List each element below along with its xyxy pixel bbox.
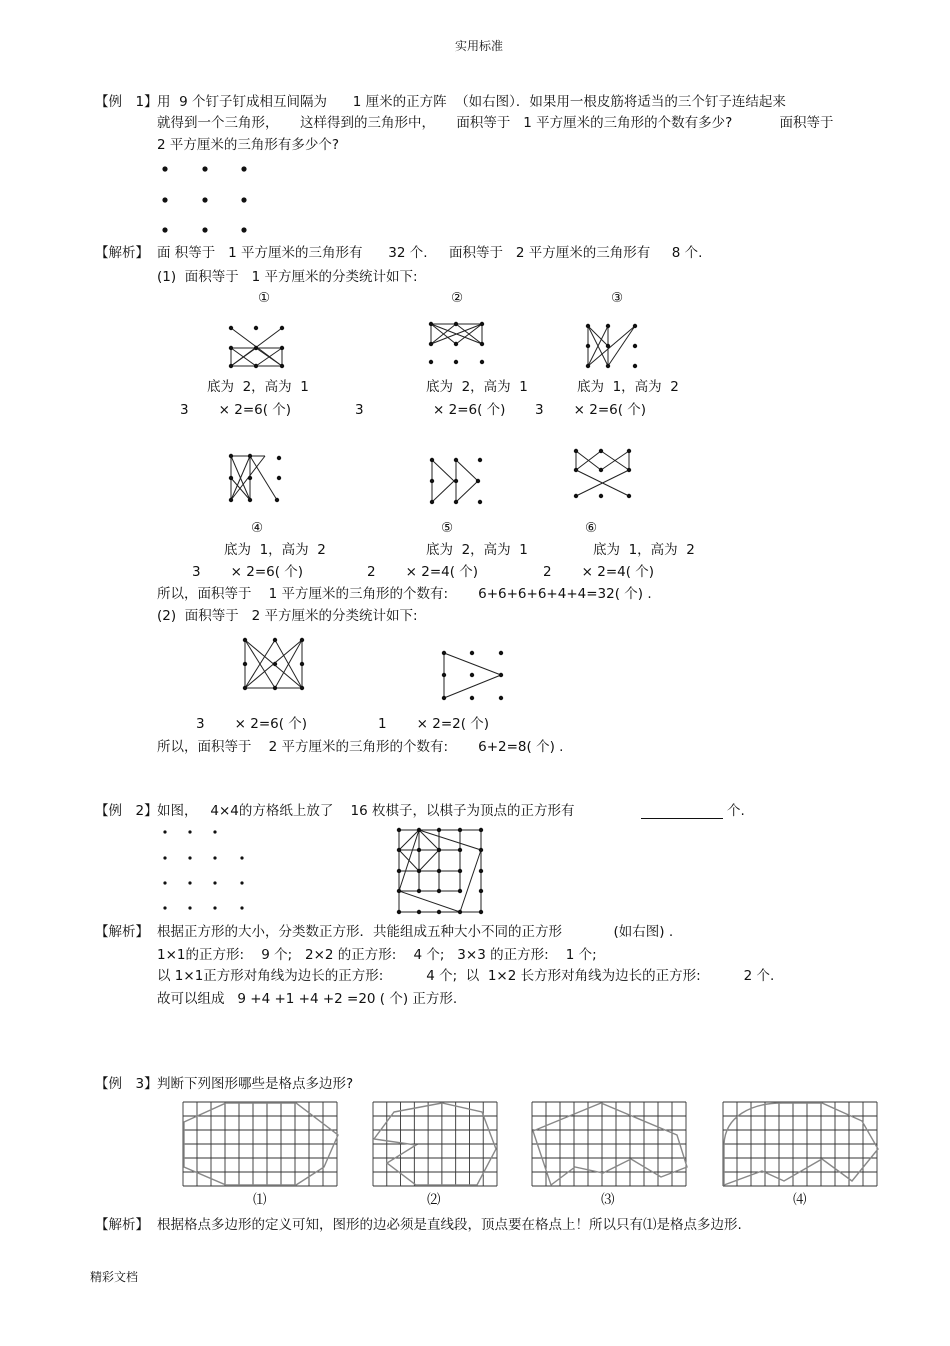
category-3-count: 3 × 2=6( 个): [535, 402, 647, 418]
polygon-grid-1: [182, 1101, 338, 1187]
category-2-count-factor: 3: [355, 402, 364, 418]
example-2-answer-line-2: 1×1的正方形: 9 个; 2×2 的正方形: 4 个; 3×3 的正方形: 1 个;: [157, 947, 597, 963]
example-1-question-line-3: 2 平方厘米的三角形有多少个?: [157, 137, 340, 153]
area-2-count-2: 1 × 2=2( 个): [378, 716, 490, 732]
example-2-answer-line-3: 以 1×1正方形对角线为边长的正方形: 4 个; 以 1×2 长方形对角线为边长的正方形: 2 个.: [157, 968, 775, 984]
example-3-question: 判断下列图形哪些是格点多边形?: [157, 1076, 354, 1092]
example-2-answer-tag: 【解析】: [95, 924, 149, 940]
example-1-answer-line-2: (1) 面积等于 1 平方厘米的分类统计如下:: [157, 269, 418, 285]
page-header: 实用标准: [455, 39, 504, 53]
triangle-figure-4: [225, 450, 287, 506]
area-1-total: 所以，面积等于 1 平方厘米的三角形的个数有: 6+6+6+6+4+4=32( 个) .: [157, 586, 652, 602]
example-1-question-line-2: 就得到一个三角形， 这样得到的三角形中， 面积等于 1 平方厘米的三角形的个数有多少? 面积等于: [157, 115, 834, 131]
example-2-tag: 【例 2】: [95, 803, 158, 819]
example-1-answer-tag: 【解析】: [95, 245, 149, 261]
example-2-question-end: 个.: [727, 803, 745, 819]
category-1-count: 3 × 2=6( 个): [180, 402, 292, 418]
category-4-count: 3 × 2=6( 个): [192, 564, 304, 580]
page-footer: 精彩文档: [90, 1270, 139, 1284]
nail-grid-figure: [158, 163, 248, 235]
pieces-grid-figure: [160, 828, 250, 910]
triangle-figure-3: [583, 320, 643, 372]
example-1-question-line-1: 用 9 个钉子钉成相互间隔为 1 厘米的正方阵 （如右图）．如果用一根皮筋将适当的三个钉子连结起来: [157, 94, 786, 110]
category-label-1: ①: [258, 290, 271, 306]
example-3-answer: 根据格点多边形的定义可知，图形的边必须是直线段，顶点要在格点上！所以只有⑴是格点多边形.: [157, 1217, 742, 1233]
category-2-desc: 底为 2，高为 1: [426, 379, 528, 395]
area-2-figure-1: [240, 636, 306, 692]
category-5-count: 2 × 2=4( 个): [367, 564, 479, 580]
category-6-desc: 底为 1，高为 2: [593, 542, 695, 558]
category-2-count: × 2=6( 个): [433, 402, 506, 418]
example-3-answer-tag: 【解析】: [95, 1217, 149, 1233]
area-2-total: 所以，面积等于 2 平方厘米的三角形的个数有: 6+2=8( 个) .: [157, 739, 564, 755]
polygon-grid-3: [531, 1101, 687, 1187]
category-label-4: ④: [251, 520, 264, 536]
category-6-count: 2 × 2=4( 个): [543, 564, 655, 580]
area-2-figure-2: [439, 648, 507, 704]
example-2-answer-line-1: 根据正方形的大小，分类数正方形．共能组成五种大小不同的正方形 (如右图) .: [157, 924, 674, 940]
category-4-desc: 底为 1，高为 2: [224, 542, 326, 558]
example-1-answer-line-1: 面 积等于 1 平方厘米的三角形有 32 个. 面积等于 2 平方厘米的三角形有 8 个.: [157, 245, 703, 261]
example-2-question: 如图， 4×4的方格纸上放了 16 枚棋子，以棋子为顶点的正方形有: [157, 803, 575, 819]
polygon-grid-2: [372, 1101, 498, 1187]
triangle-figure-6: [571, 444, 635, 502]
answer-blank[interactable]: [641, 818, 723, 819]
polygon-grid-4: [722, 1101, 878, 1187]
category-3-desc: 底为 1，高为 2: [577, 379, 679, 395]
triangle-figure-2: [426, 318, 488, 368]
example-2-answer-line-4: 故可以组成 9 +4 +1 +4 +2 =20 ( 个) 正方形.: [157, 991, 458, 1007]
category-5-desc: 底为 2，高为 1: [426, 542, 528, 558]
category-label-2: ②: [451, 290, 464, 306]
grid-label-1: ⑴: [253, 1192, 267, 1208]
example-1-tag: 【例 1】: [95, 94, 158, 110]
category-label-3: ③: [611, 290, 624, 306]
triangle-figure-1: [226, 322, 288, 370]
category-1-desc: 底为 2，高为 1: [207, 379, 309, 395]
category-label-5: ⑤: [441, 520, 454, 536]
triangle-figure-5: [426, 454, 488, 510]
grid-label-2: ⑵: [427, 1192, 441, 1208]
area-2-count-1: 3 × 2=6( 个): [196, 716, 308, 732]
example-1-answer-line-3: (2) 面积等于 2 平方厘米的分类统计如下:: [157, 608, 418, 624]
grid-label-4: ⑷: [793, 1192, 807, 1208]
example-3-tag: 【例 3】: [95, 1076, 158, 1092]
category-label-6: ⑥: [585, 520, 598, 536]
grid-label-3: ⑶: [601, 1192, 615, 1208]
squares-figure: [395, 827, 487, 915]
